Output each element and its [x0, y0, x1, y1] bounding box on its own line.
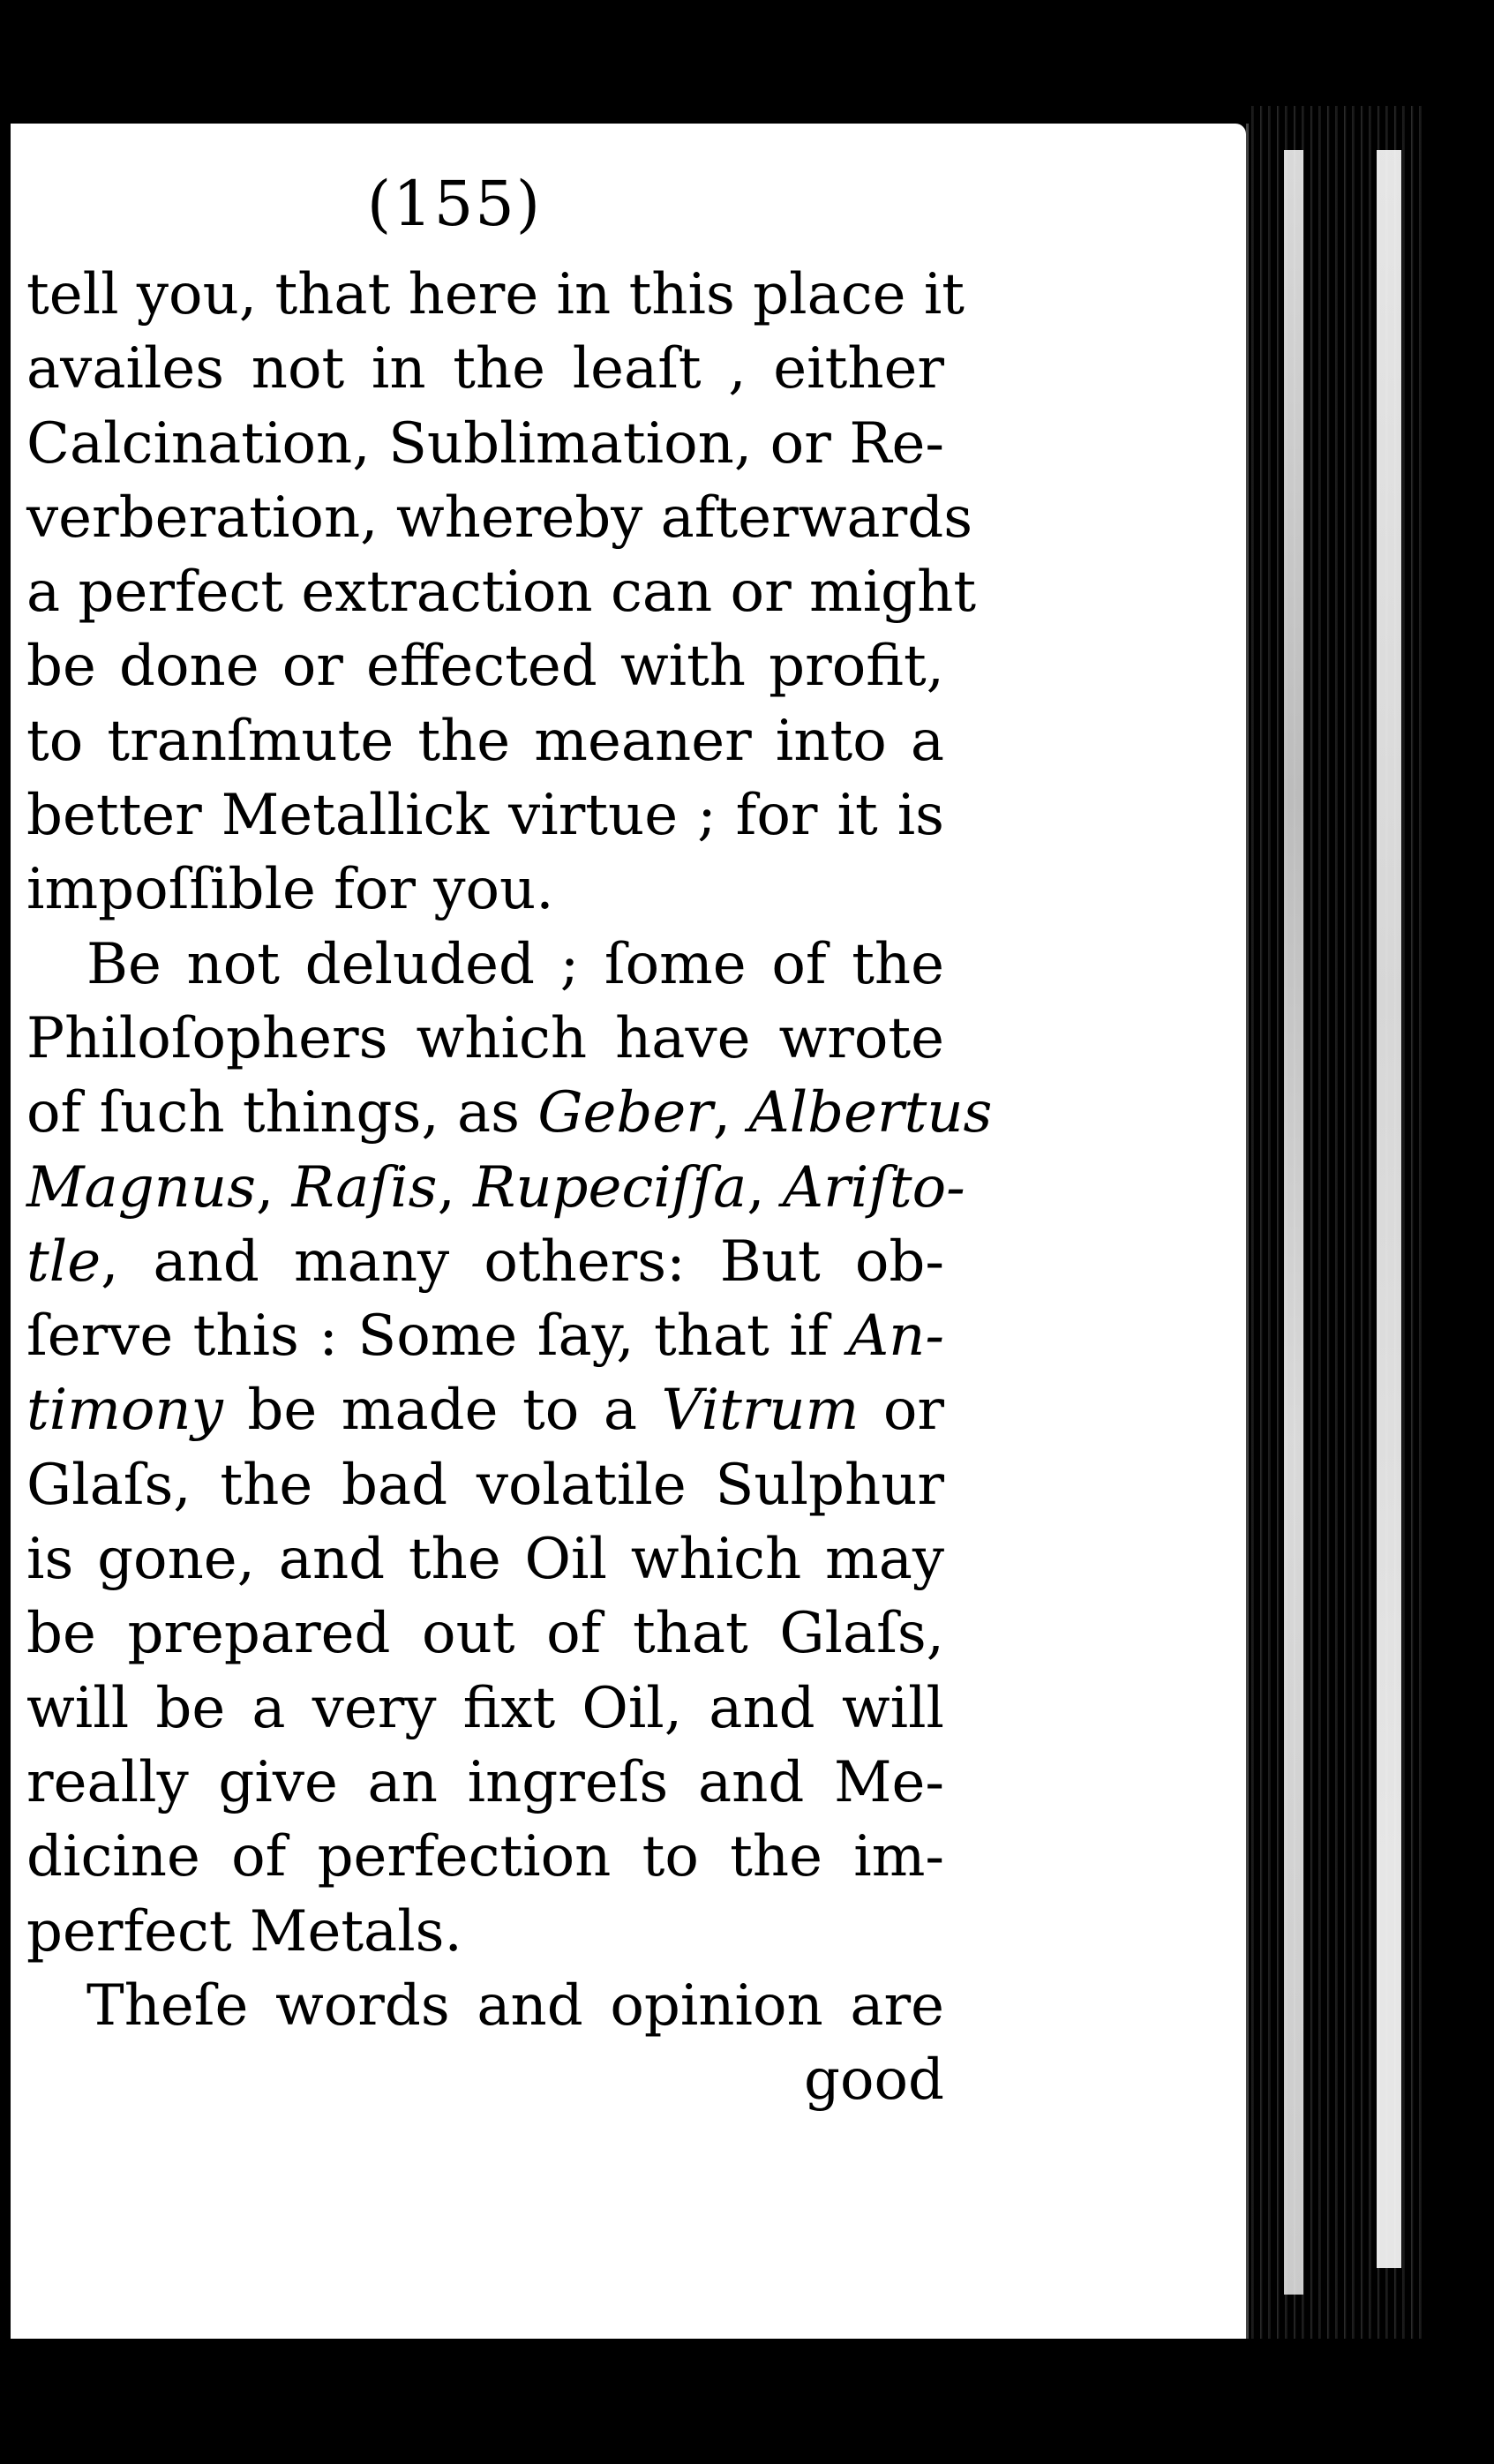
- text-segment: ,: [712, 1080, 749, 1146]
- page-text: [26, 258, 993, 2117]
- text-segment: Raſis: [291, 1154, 438, 1221]
- text-segment: Rupeciſſa: [473, 1154, 747, 1221]
- text-segment: Magnus: [26, 1154, 256, 1221]
- scan-border-top: [0, 0, 1494, 124]
- text-segment: Ariſto-: [782, 1154, 965, 1221]
- text-segment: ſerve this : Some ſay, that if: [26, 1303, 848, 1370]
- text-line: impoſſible for you.: [26, 857, 554, 923]
- fore-edge-highlight: [1284, 150, 1303, 2295]
- text-line: Philoſophers which have wrote: [26, 1005, 944, 1071]
- text-line: Glaſs, the bad volatile Sulphur: [26, 1452, 944, 1518]
- text-segment: be made to a: [222, 1378, 662, 1444]
- scan-border-bottom: [0, 2339, 1494, 2464]
- text-segment: tle: [26, 1228, 101, 1295]
- text-line: verberation, whereby afterwards: [26, 485, 973, 551]
- text-line: [26, 1373, 944, 1447]
- text-segment: An-: [847, 1303, 944, 1370]
- text-line: [26, 1225, 944, 1299]
- text-line: [26, 1299, 944, 1373]
- text-line: dicine of perfection to the im-: [26, 1824, 944, 1890]
- text-line: will be a very fixt Oil, and will: [26, 1675, 944, 1741]
- text-line: is gone, and the Oil which may: [26, 1527, 944, 1593]
- text-segment: , and many others: But ob-: [101, 1228, 944, 1295]
- text-line: to tranſmute the meaner into a: [26, 708, 944, 774]
- text-line: tell you, that here in this place it: [26, 262, 965, 327]
- text-segment: Albertus: [748, 1080, 993, 1146]
- catchword: good: [804, 2047, 944, 2114]
- text-segment: timony: [26, 1378, 223, 1444]
- text-segment: or: [859, 1378, 944, 1444]
- text-line: a perfect extraction can or might: [26, 560, 977, 626]
- text-line: Be not deluded ; ſome of the: [86, 931, 944, 997]
- text-line: Calcination, Sublimation, or Re-: [26, 410, 944, 477]
- text-segment: of ſuch things, as: [26, 1080, 538, 1146]
- text-line: better Metallick virtue ; for it is: [26, 783, 944, 849]
- text-segment: ,: [747, 1154, 783, 1221]
- text-segment: Geber: [537, 1080, 713, 1146]
- fore-edge-highlight: [1377, 150, 1401, 2268]
- text-line: perfect Metals.: [26, 1898, 462, 1964]
- text-line: [26, 1076, 993, 1150]
- text-line: really give an ingreſs and Me-: [26, 1749, 944, 1815]
- text-line: [26, 1151, 965, 1225]
- text-line: be done or effected with profit,: [26, 634, 944, 700]
- page-number: (155): [366, 168, 543, 240]
- text-line: Theſe words and opinion are: [86, 1972, 944, 2039]
- text-line: be prepared out of that Glaſs,: [26, 1601, 944, 1667]
- text-line: availes not in the leaſt , either: [26, 336, 944, 402]
- text-segment: ,: [255, 1154, 292, 1221]
- page-edge: [1246, 124, 1249, 2339]
- text-segment: ,: [437, 1154, 474, 1221]
- text-segment: Vitrum: [661, 1378, 860, 1444]
